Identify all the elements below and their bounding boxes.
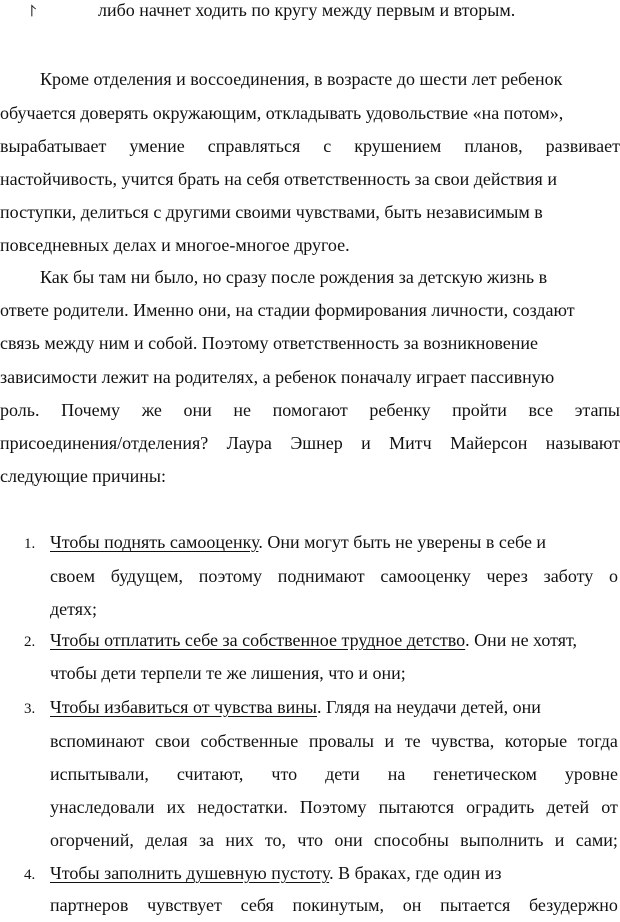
list-item-first-line: Чтобы поднять самооценку. Они могут быть не уверены в себе и (50, 532, 547, 552)
paragraph-line: поступки, делиться с другими своими чувствами, быть независимым в (0, 202, 543, 222)
list-item-underlined: Чтобы поднять самооценку (50, 532, 259, 552)
paragraph-line: следующие причины: (0, 466, 166, 486)
list-item-line: вспоминают свои собственные провалы и те чувства, которые тогда (50, 731, 618, 751)
list-item-first-line: Чтобы заполнить душевную пустоту. В браках, где один из (50, 863, 502, 883)
list-item-first-line: Чтобы отплатить себе за собственное трудное детство. Они не хотят, (50, 630, 578, 650)
arrow-bullet-icon: ⨡ (30, 3, 37, 20)
list-item-underlined: Чтобы избавиться от чувства вины (50, 697, 317, 717)
list-item-first-line: Чтобы избавиться от чувства вины. Глядя на неудачи детей, они (50, 697, 541, 717)
top-line-text: либо начнет ходить по кругу между первым и вторым. (98, 0, 516, 20)
paragraph-line: связь между ним и собой. Поэтому ответственность за возникновение (0, 333, 538, 353)
list-item-line: своем будущем, поэтому поднимают самооценку через заботу о (50, 566, 618, 586)
list-item-line: унаследовали их недостатки. Поэтому пытаются оградить детей от (50, 797, 618, 817)
list-item-underlined: Чтобы отплатить себе за собственное трудное детство (50, 630, 466, 650)
list-item-underlined: Чтобы заполнить душевную пустоту (50, 863, 330, 883)
paragraph-line: Кроме отделения и воссоединения, в возрасте до шести лет ребенок (40, 69, 563, 89)
paragraph-line: ответе родители. Именно они, на стадии формирования личности, создают (0, 300, 575, 320)
paragraph-line: настойчивость, учится брать на себя ответственность за свои действия и (0, 169, 557, 189)
paragraph-line-justified: присоединения/отделения? Лаура Эшнер и Митч Майерсон называют (0, 433, 620, 453)
paragraph-line: повседневных делах и многое-многое другое. (0, 235, 350, 255)
list-item-line: огорчений, делая за них то, что они способны выполнить и сами; (50, 830, 618, 850)
paragraph-line: зависимости лежит на родителях, а ребенок поначалу играет пассивную (0, 367, 555, 387)
list-number: 3. (24, 701, 36, 717)
paragraph-line-justified: роль. Почему же они не помогают ребенку пройти все этапы (0, 400, 620, 420)
list-item-line: детях; (50, 599, 98, 619)
list-item-line: чтобы дети терпели те же лишения, что и они; (50, 663, 406, 683)
list-number: 2. (24, 634, 36, 650)
paragraph-line-justified: вырабатывает умение справляться с крушением планов, развивает (0, 136, 620, 156)
list-number: 1. (24, 536, 36, 552)
paragraph-line: Как бы там ни было, но сразу после рождения за детскую жизнь в (40, 267, 548, 287)
list-item-line: партнеров чувствует себя покинутым, он пытается безудержно (50, 895, 618, 915)
list-number: 4. (24, 867, 36, 883)
list-item-line: испытывали, считают, что дети на генетическом уровне (50, 764, 618, 784)
paragraph-line: обучается доверять окружающим, откладывать удовольствие «на потом», (0, 103, 564, 123)
